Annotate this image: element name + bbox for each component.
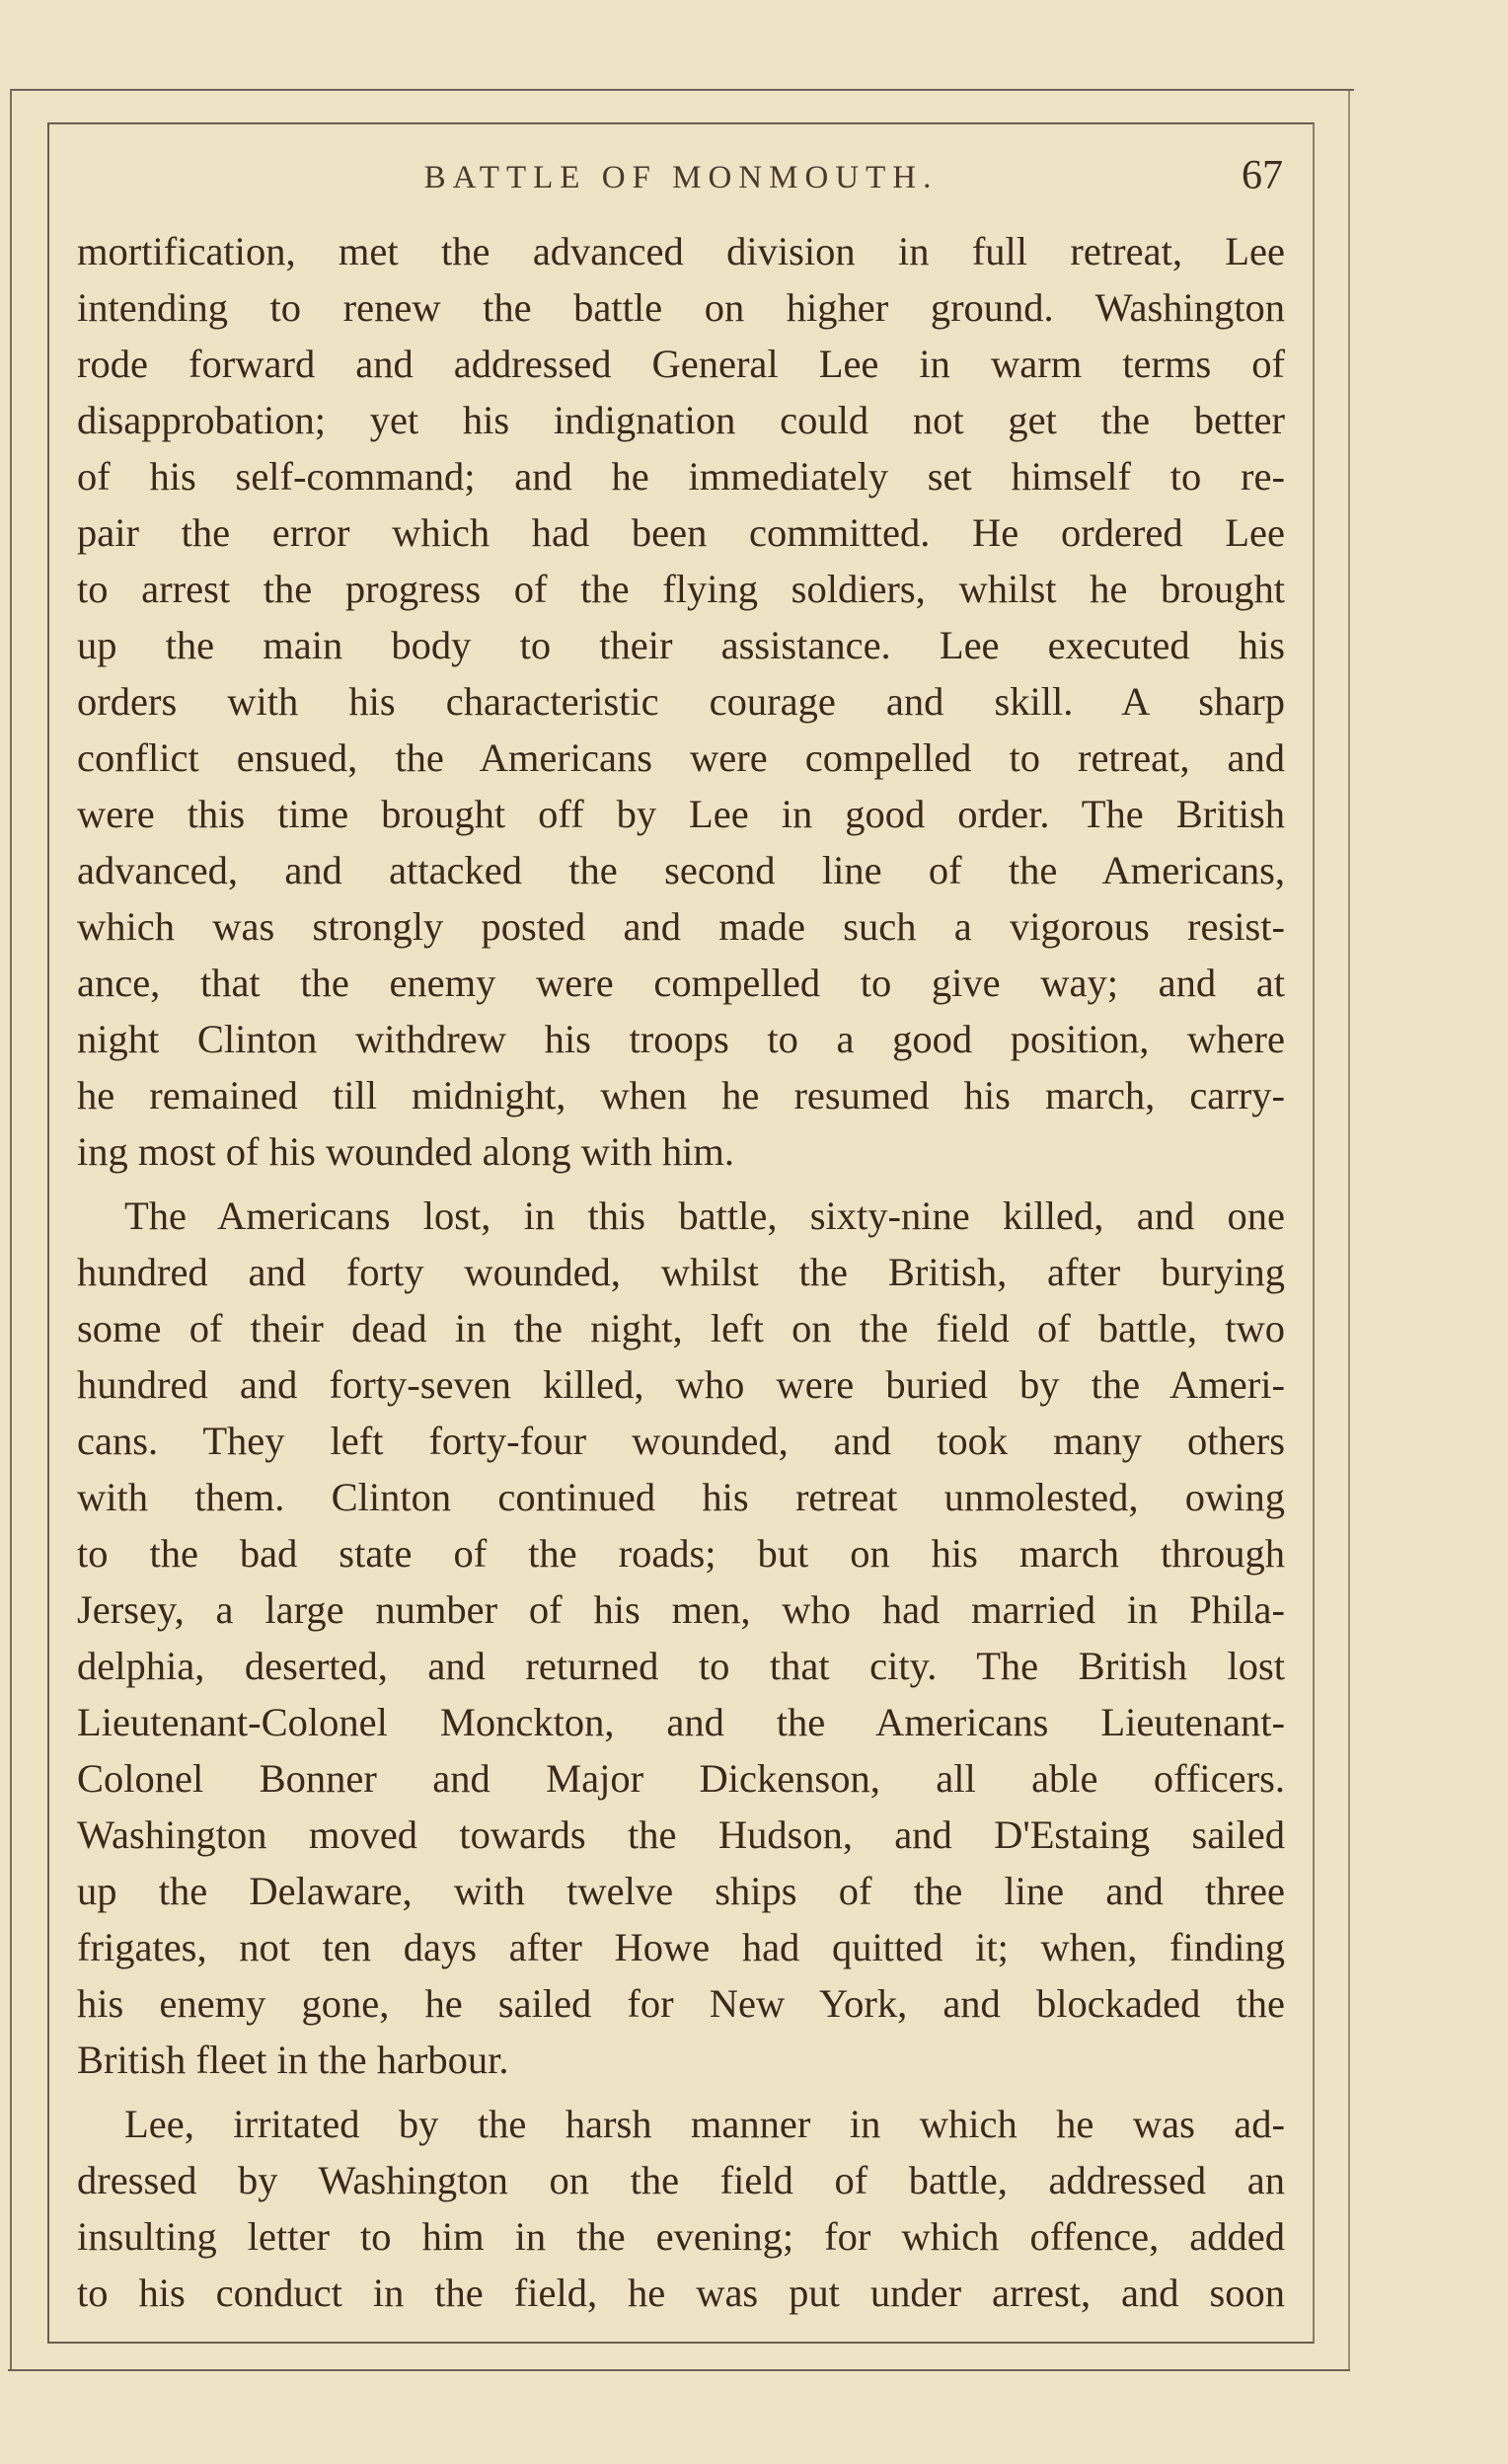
text-line: to his conduct in the field, he was put under arrest, and soon: [77, 2271, 1285, 2315]
text-line: delphia, deserted, and returned to that city. The British lost: [77, 1644, 1285, 1688]
text-line: ing most of his wounded along with him.: [77, 1129, 734, 1174]
page-frame: [47, 122, 1315, 2344]
outer-rule-top: [12, 89, 1354, 91]
text-line: conflict ensued, the Americans were compelled to retreat, and: [77, 735, 1285, 780]
paragraph: [77, 2096, 1285, 2321]
text-line: insulting letter to him in the evening; for which offence, added: [77, 2214, 1285, 2259]
text-line: mortification, met the advanced division in full retreat, Lee: [77, 229, 1285, 273]
body-text: [77, 223, 1285, 2321]
text-line: advanced, and attacked the second line of the Americans,: [77, 848, 1285, 892]
text-line: hundred and forty-seven killed, who were buried by the Ameri-: [77, 1362, 1285, 1407]
paragraph: [77, 1188, 1285, 2088]
text-line: to the bad state of the roads; but on his march through: [77, 1531, 1285, 1576]
text-line: pair the error which had been committed. He ordered Lee: [77, 510, 1285, 555]
text-line: frigates, not ten days after Howe had quitted it; when, finding: [77, 1925, 1285, 1969]
text-line: some of their dead in the night, left on the field of battle, two: [77, 1306, 1285, 1350]
text-line: Lieutenant-Colonel Monckton, and the Americans Lieutenant-: [77, 1700, 1285, 1744]
text-line: rode forward and addressed General Lee in warm terms of: [77, 342, 1285, 386]
text-line: cans. They left forty-four wounded, and took many others: [77, 1419, 1285, 1463]
text-line: dressed by Washington on the field of battle, addressed an: [77, 2158, 1285, 2202]
outer-rule-left: [10, 89, 12, 2371]
text-line: he remained till midnight, when he resumed his march, carry-: [77, 1073, 1285, 1117]
text-line: up the Delaware, with twelve ships of the line and three: [77, 1869, 1285, 1913]
text-line: up the main body to their assistance. Lee executed his: [77, 623, 1285, 667]
text-line: Jersey, a large number of his men, who had married in Phila-: [77, 1587, 1285, 1632]
paragraph-gap: [77, 1180, 1285, 1188]
page-header: [49, 148, 1313, 207]
outer-rule-bottom: [8, 2369, 1350, 2371]
text-line: night Clinton withdrew his troops to a good position, where: [77, 1017, 1285, 1061]
text-line: to arrest the progress of the flying soldiers, whilst he brought: [77, 567, 1285, 611]
text-line: hundred and forty wounded, whilst the British, after burying: [77, 1250, 1285, 1294]
text-line: orders with his characteristic courage and skill. A sharp: [77, 679, 1285, 724]
text-line: British fleet in the harbour.: [77, 2038, 509, 2082]
text-line: were this time brought off by Lee in good order. The British: [77, 792, 1285, 836]
text-line: with them. Clinton continued his retreat unmolested, owing: [77, 1475, 1285, 1519]
text-line: which was strongly posted and made such a vigorous resist-: [77, 904, 1285, 949]
page-number: 67: [1242, 153, 1283, 198]
text-line: of his self-command; and he immediately set himself to re-: [77, 454, 1285, 499]
text-line: Washington moved towards the Hudson, and D'Estaing sailed: [77, 1812, 1285, 1857]
paragraph: [77, 223, 1285, 1180]
text-line: Lee, irritated by the harsh manner in which he was ad-: [124, 2102, 1285, 2146]
text-line: intending to renew the battle on higher ground. Washington: [77, 285, 1285, 330]
paragraph-gap: [77, 2088, 1285, 2096]
text-line: Colonel Bonner and Major Dickenson, all able officers.: [77, 1756, 1285, 1801]
running-head: BATTLE OF MONMOUTH.: [423, 160, 939, 195]
outer-rule-right: [1348, 91, 1350, 2369]
text-line: ance, that the enemy were compelled to give way; and at: [77, 961, 1285, 1005]
text-line: The Americans lost, in this battle, sixty-nine killed, and one: [124, 1194, 1285, 1238]
text-line: his enemy gone, he sailed for New York, and blockaded the: [77, 1981, 1285, 2026]
text-line: disapprobation; yet his indignation could not get the better: [77, 398, 1285, 442]
